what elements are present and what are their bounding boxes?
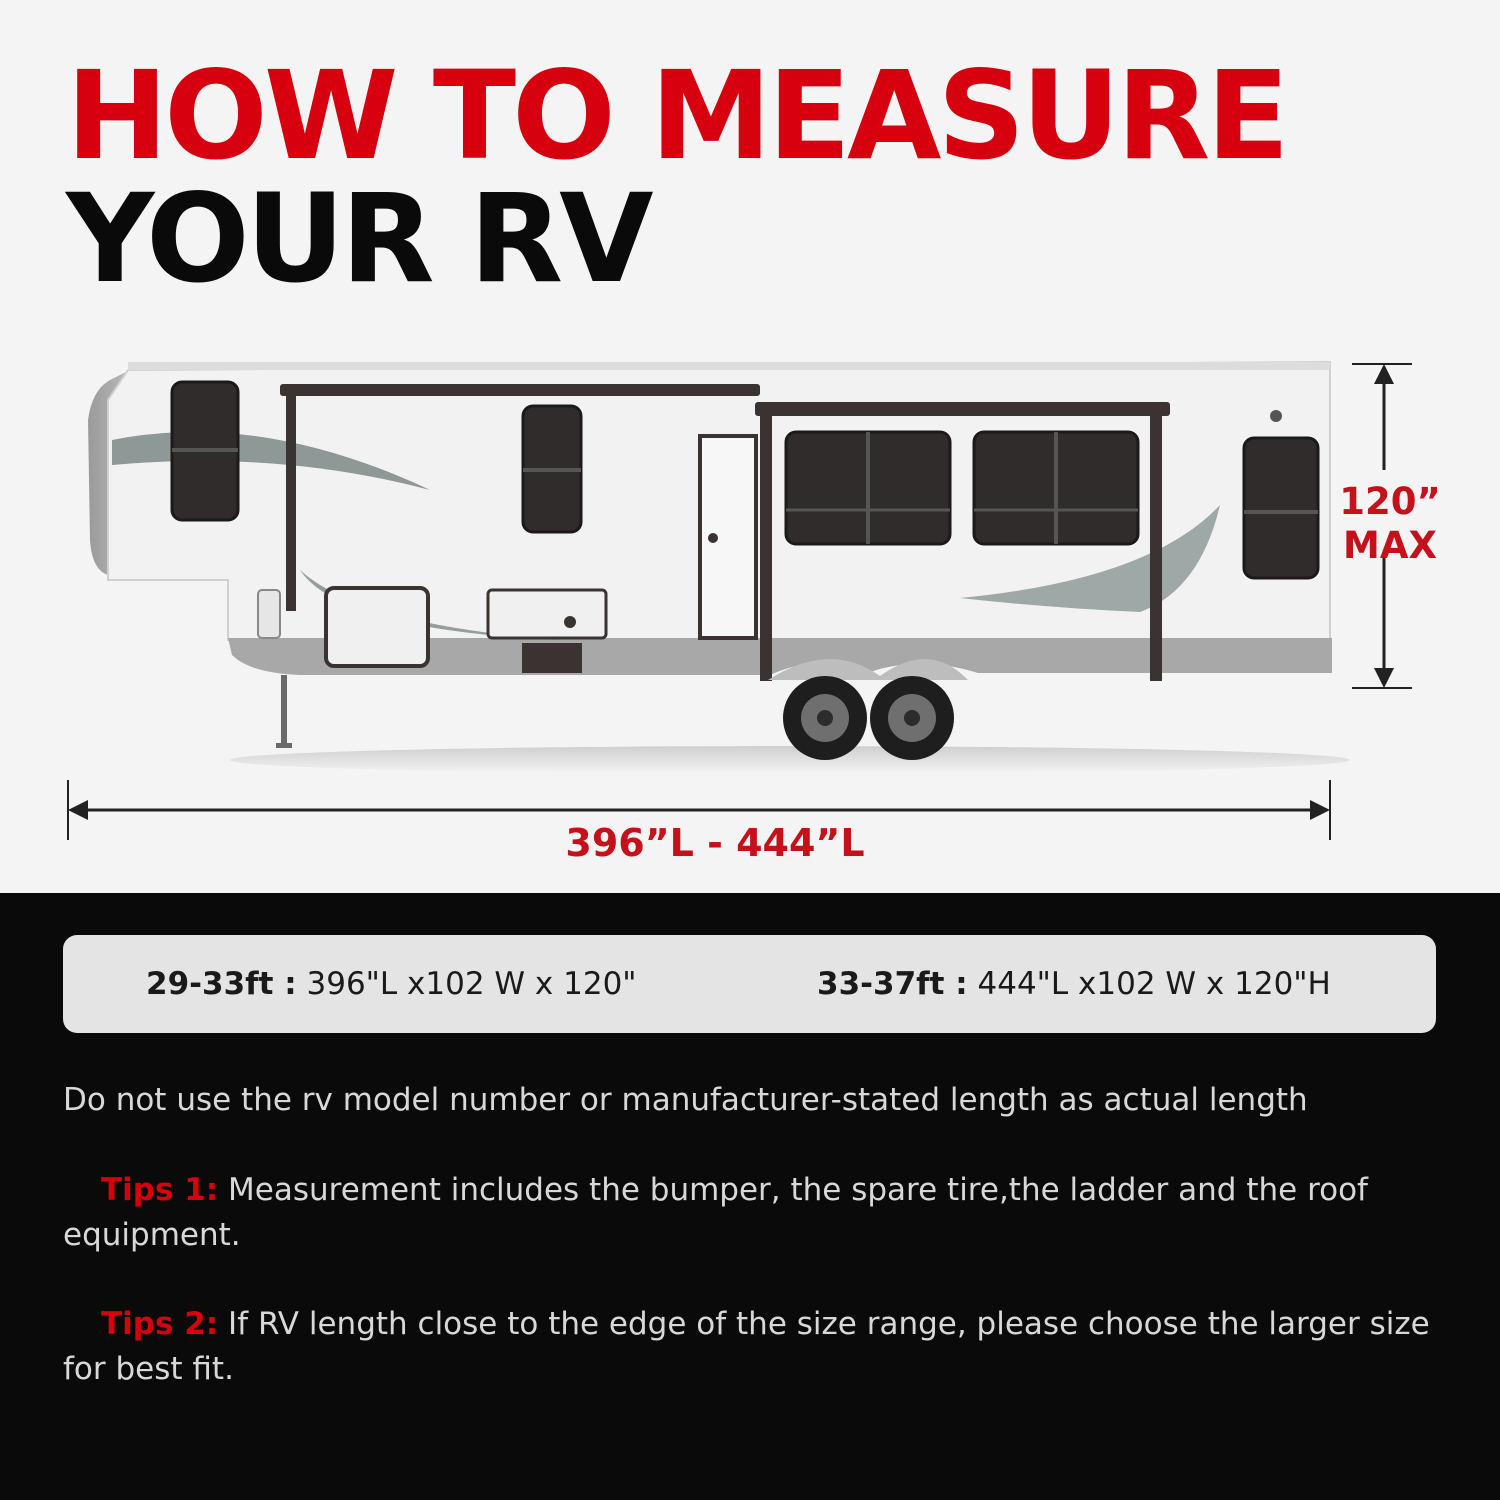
awning-bar <box>755 402 1170 416</box>
size-label: 29-33ft : <box>146 966 297 1002</box>
ground-shadow <box>230 746 1350 774</box>
height-note: MAX <box>1343 524 1437 567</box>
wheel <box>783 676 867 760</box>
size-chart-box <box>63 935 1436 1033</box>
headline-line-2: YOUR RV <box>66 168 650 310</box>
tip-text: If RV length close to the edge of the size range, please choose the larger size for best fit. <box>63 1306 1430 1387</box>
height-value: 120” <box>1339 480 1441 523</box>
length-label: 396”L - 444”L <box>565 821 865 865</box>
length-warning-note: Do not use the rv model number or manufacturer-stated length as actual length <box>63 1082 1308 1118</box>
size-option-29-33 <box>146 966 637 1002</box>
rv-roof-edge <box>128 362 1330 370</box>
wheel <box>870 676 954 760</box>
storage-hatch <box>488 590 606 638</box>
awning-arm <box>1150 416 1162 681</box>
height-label <box>1300 480 1480 568</box>
size-label: 33-37ft : <box>817 966 968 1002</box>
tip-label: Tips 1: <box>101 1172 219 1208</box>
size-spec: 396"L x102 W x 120" <box>296 966 637 1002</box>
tip-1 <box>63 1168 1443 1258</box>
tip-text: Measurement includes the bumper, the spare tire,the ladder and the roof equipment. <box>63 1172 1368 1253</box>
size-option-33-37 <box>817 966 1331 1002</box>
storage-hatch <box>326 588 428 666</box>
rv-illustration <box>0 340 1500 840</box>
awning-arm <box>760 416 772 681</box>
size-spec: 444"L x102 W x 120"H <box>967 966 1331 1002</box>
awning-bar <box>280 384 760 396</box>
tip-label: Tips 2: <box>101 1306 219 1342</box>
headline-line-1: HOW TO MEASURE <box>66 45 1286 187</box>
awning-arm <box>286 396 296 611</box>
vent <box>522 643 582 673</box>
porch-light <box>1270 410 1282 422</box>
tip-2 <box>63 1302 1443 1392</box>
landing-jack <box>281 675 287 745</box>
utility-panel <box>258 590 280 638</box>
